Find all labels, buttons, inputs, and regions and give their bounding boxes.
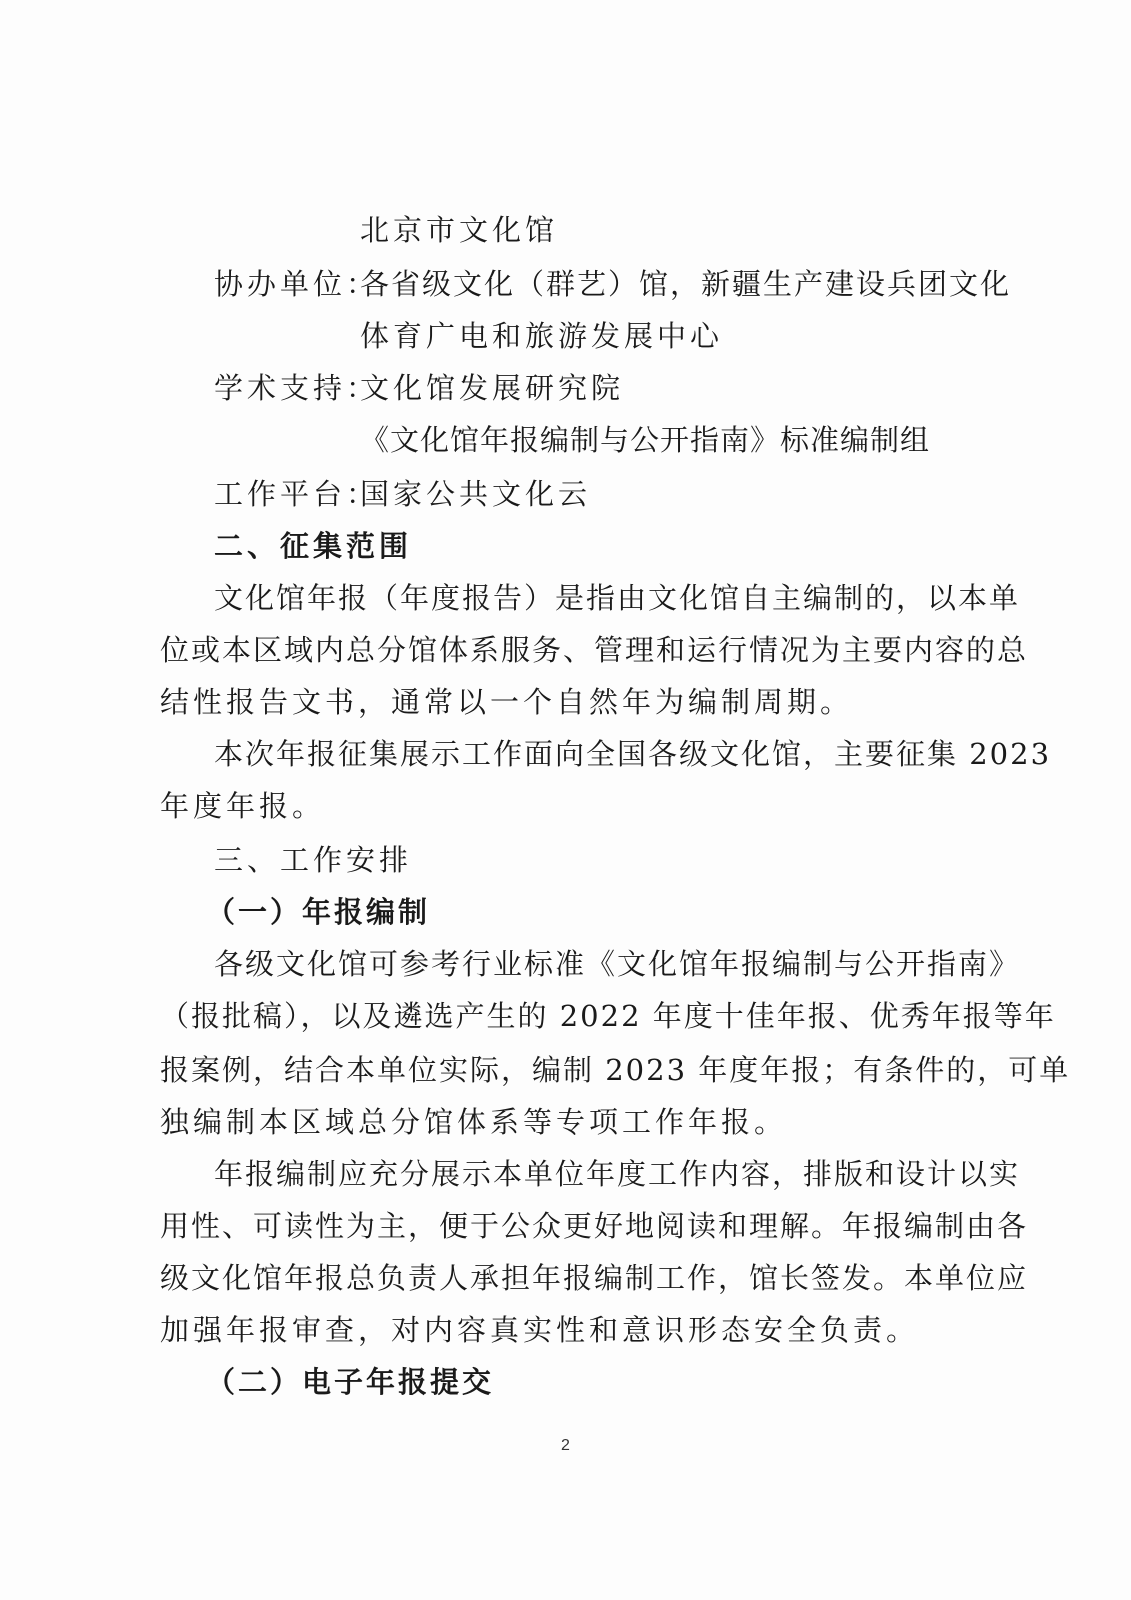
platform-value: 国家公共文化云 — [360, 477, 592, 511]
section-2-heading: 二、征集范围 — [214, 529, 413, 563]
platform-label: 工作平台： — [214, 477, 380, 511]
academic-support-label: 学术支持： — [214, 371, 380, 405]
co-organizer-line-1: 各省级文化（群艺）馆，新疆生产建设兵团文化 — [360, 267, 1012, 301]
subsection-1-p2-line-3: 级文化馆年报总负责人承担年报编制工作，馆长签发。本单位应 — [160, 1261, 1029, 1295]
section-3-heading: 三、工作安排 — [214, 843, 413, 877]
subsection-2-heading: （二）电子年报提交 — [206, 1365, 495, 1399]
section-2-p1-line-1: 文化馆年报（年度报告）是指由文化馆自主编制的，以本单 — [214, 581, 1021, 615]
section-2-p2-line-1: 本次年报征集展示工作面向全国各级文化馆，主要征集 2023 — [214, 737, 1052, 771]
section-2-p1-line-3: 结性报告文书，通常以一个自然年为编制周期。 — [160, 685, 854, 719]
subsection-1-p1-line-1: 各级文化馆可参考行业标准《文化馆年报编制与公开指南》 — [214, 947, 1021, 981]
subsection-1-p2-line-1: 年报编制应充分展示本单位年度工作内容，排版和设计以实 — [214, 1157, 1021, 1191]
page-number: 2 — [561, 1437, 570, 1454]
section-2-p1-line-2: 位或本区域内总分馆体系服务、管理和运行情况为主要内容的总 — [160, 633, 1029, 667]
subsection-1-p2-line-2: 用性、可读性为主，便于公众更好地阅读和理解。年报编制由各 — [160, 1209, 1029, 1243]
academic-support-line-2: 《文化馆年报编制与公开指南》标准编制组 — [360, 423, 931, 457]
section-2-p2-line-2: 年度年报。 — [160, 789, 326, 823]
co-organizer-line-2: 体育广电和旅游发展中心 — [360, 319, 724, 353]
subsection-1-p1-line-2: （报批稿），以及遴选产生的 2022 年度十佳年报、优秀年报等年 — [160, 999, 1056, 1033]
subsection-1-heading: （一）年报编制 — [206, 895, 431, 929]
organizer-continuation: 北京市文化馆 — [360, 213, 559, 247]
subsection-1-p2-line-4: 加强年报审查，对内容真实性和意识形态安全负责。 — [160, 1313, 920, 1347]
academic-support-line-1: 文化馆发展研究院 — [360, 371, 625, 405]
subsection-1-p1-line-3: 报案例，结合本单位实际，编制 2023 年度年报；有条件的，可单 — [160, 1053, 1071, 1087]
subsection-1-p1-line-4: 独编制本区域总分馆体系等专项工作年报。 — [160, 1105, 788, 1139]
co-organizer-label: 协办单位： — [214, 267, 380, 301]
